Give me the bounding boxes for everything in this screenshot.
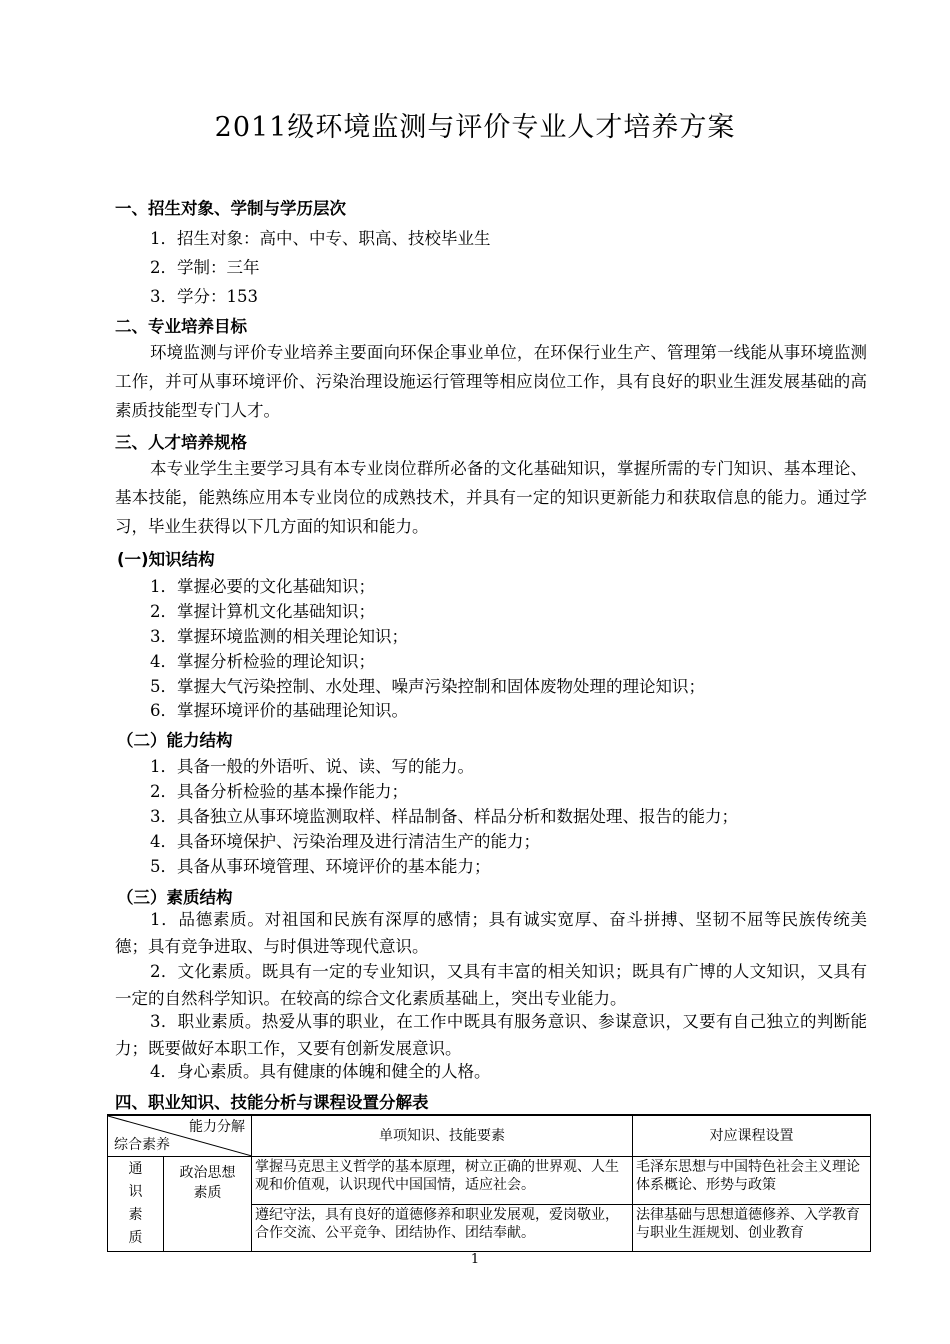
table-corner-cell [108, 1115, 252, 1157]
category-label: 通识素质 [128, 1161, 143, 1246]
list-item: 4．具备环境保护、污染治理及进行清洁生产的能力； [150, 832, 540, 851]
list-item: 5．掌握大气污染控制、水处理、噪声污染控制和固体废物处理的理论知识； [150, 677, 705, 696]
sub-category-cell [164, 1157, 252, 1252]
section-heading-enrollment: 一、招生对象、学制与学历层次 [115, 199, 346, 218]
section-heading-objective: 二、专业培养目标 [115, 317, 247, 336]
column-header-skills: 单项知识、技能要素 [252, 1115, 633, 1157]
paragraph-specification: 本专业学生主要学习具有本专业岗位群所必备的文化基础知识，掌握所需的专门知识、基本理论、基本技能，能熟练应用本专业岗位的成熟技术，并具有一定的知识更新能力和获取信息的能力。通过学习，毕业生获得以下几方面的知识和能力。 [115, 459, 867, 536]
sub-category-label: 政治思想素质 [179, 1165, 236, 1201]
subheading-quality: （三）素质结构 [117, 888, 233, 907]
list-item: 5．具备从事环境管理、环境评价的基本能力； [150, 857, 491, 876]
corner-label-top: 能力分解 [189, 1119, 245, 1135]
table-header-row [108, 1115, 871, 1157]
list-item: 2．学制：三年 [150, 258, 260, 277]
paragraph-quality-professional: 3．职业素质。热爱从事的职业，在工作中既具有服务意识、参谋意识，又要有自己独立的判断能力；既要做好本职工作，又要有创新发展意识。 [115, 1012, 867, 1058]
page-number: 1 [470, 1252, 480, 1267]
corner-label-bottom: 综合素养 [114, 1137, 170, 1153]
column-header-courses: 对应课程设置 [633, 1115, 871, 1157]
list-item: 2．具备分析检验的基本操作能力； [150, 782, 408, 801]
list-item: 3．学分：153 [150, 287, 258, 306]
paragraph-objective: 环境监测与评价专业培养主要面向环保企事业单位，在环保行业生产、管理第一线能从事环境监测工作，并可从事环境评价、污染治理设施运行管理等相应岗位工作，具有良好的职业生涯发展基础的高素质技能型专门人才。 [115, 343, 867, 420]
list-item: 3．掌握环境监测的相关理论知识； [150, 627, 408, 646]
list-item: 2．掌握计算机文化基础知识； [150, 602, 375, 621]
page-title: 2011级环境监测与评价专业人才培养方案 [214, 112, 736, 143]
section-heading-course-table: 四、职业知识、技能分析与课程设置分解表 [115, 1093, 429, 1112]
paragraph-quality-moral: 1．品德素质。对祖国和民族有深厚的感情；具有诚实宽厚、奋斗拼搏、坚韧不屈等民族传统美德；具有竞争进取、与时俱进等现代意识。 [115, 910, 867, 956]
course-cell: 毛泽东思想与中国特色社会主义理论体系概论、形势与政策 [633, 1157, 871, 1205]
list-item: 1．具备一般的外语听、说、读、写的能力。 [150, 757, 474, 776]
paragraph-quality-culture: 2．文化素质。既具有一定的专业知识，又具有丰富的相关知识；既具有广博的人文知识，又具有一定的自然科学知识。在较高的综合文化素质基础上，突出专业能力。 [115, 962, 867, 1008]
skill-cell: 遵纪守法，具有良好的道德修养和职业发展观，爱岗敬业，合作交流、公平竞争、团结协作、团结奉献。 [252, 1204, 633, 1252]
skill-cell: 掌握马克思主义哲学的基本原理，树立正确的世界观、人生观和价值观，认识现代中国国情，适应社会。 [252, 1157, 633, 1205]
list-item: 1．招生对象：高中、中专、职高、技校毕业生 [150, 229, 491, 248]
subheading-knowledge: (一)知识结构 [117, 550, 215, 569]
subheading-ability: （二）能力结构 [117, 731, 233, 750]
list-item: 1．掌握必要的文化基础知识； [150, 577, 375, 596]
course-cell: 法律基础与思想道德修养、入学教育与职业生涯规划、创业教育 [633, 1204, 871, 1252]
section-heading-specification: 三、人才培养规格 [115, 433, 247, 452]
list-item: 4．掌握分析检验的理论知识； [150, 652, 375, 671]
paragraph-quality-health: 4．身心素质。具有健康的体魄和健全的人格。 [150, 1062, 491, 1081]
table-row [108, 1157, 871, 1205]
category-cell [108, 1157, 164, 1252]
list-item: 6．掌握环境评价的基础理论知识。 [150, 701, 408, 720]
list-item: 3．具备独立从事环境监测取样、样品制备、样品分析和数据处理、报告的能力； [150, 807, 738, 826]
course-breakdown-table [107, 1114, 871, 1252]
